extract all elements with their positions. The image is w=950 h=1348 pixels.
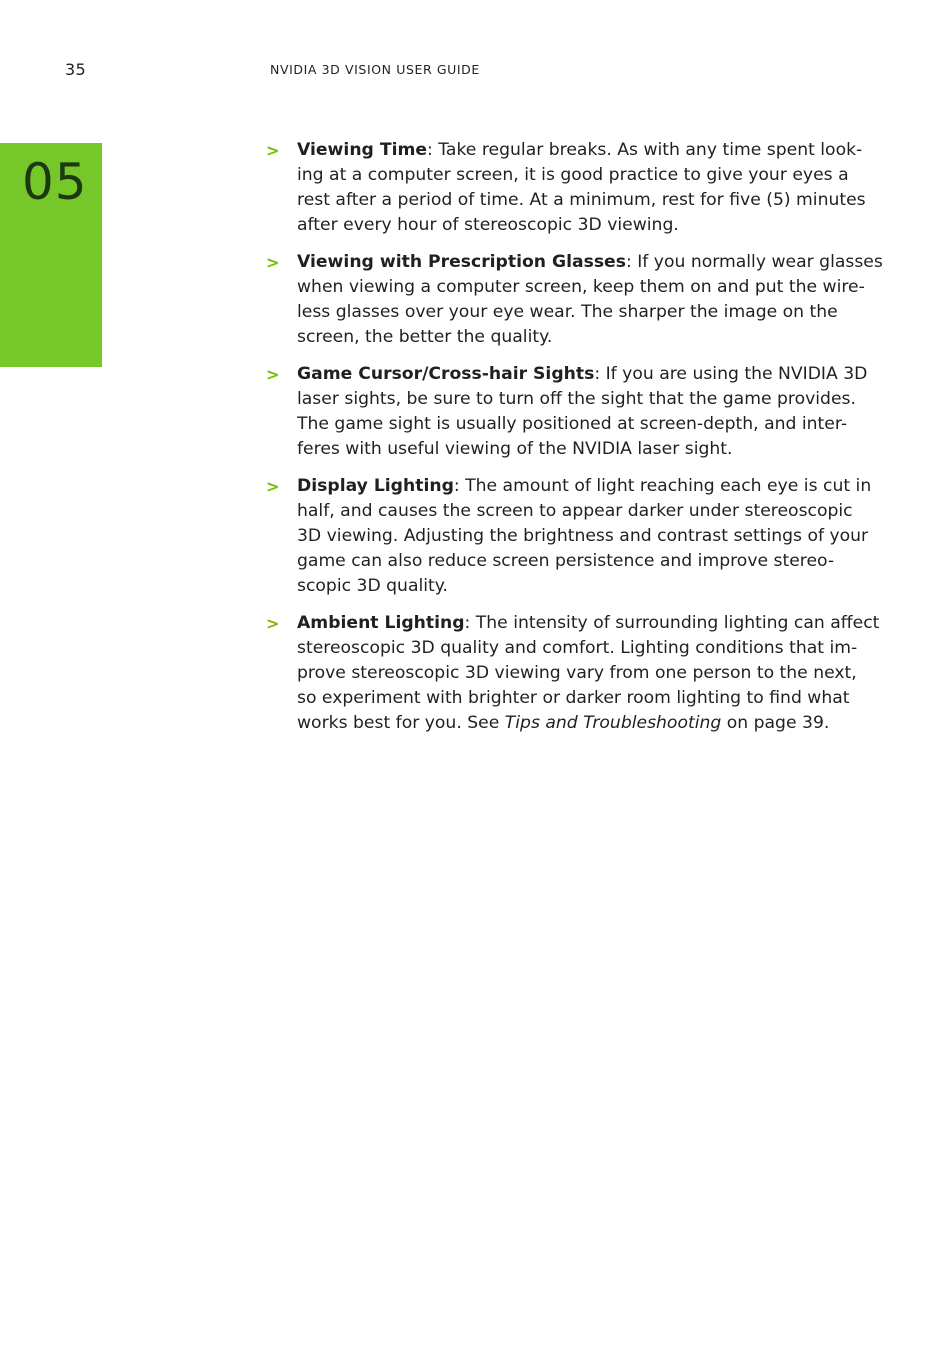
page-number: 35 — [65, 60, 86, 79]
item-text: on page 39. — [721, 713, 830, 733]
bullet-chevron-icon: > — [266, 365, 280, 384]
item-text: game can also reduce screen persistence and improve stereo- — [297, 551, 835, 571]
item-term: Ambient Lighting — [297, 613, 465, 633]
item-text: 3D viewing. Adjusting the brightness and contrast settings of your — [297, 526, 869, 546]
item-text: rest after a period of time. At a minimum, rest for five (5) minutes — [297, 190, 866, 210]
item-last-line — [297, 711, 896, 736]
item-text: less glasses over your eye wear. The sharper the image on the — [297, 302, 838, 322]
bullet-chevron-icon: > — [266, 253, 280, 272]
item-text: : If you normally wear glasses — [625, 252, 883, 272]
item-text: : Take regular breaks. As with any time spent look- — [427, 140, 863, 160]
list-item — [266, 611, 896, 736]
item-first-line — [297, 250, 896, 275]
item-text: : The intensity of surrounding lighting can affect — [464, 613, 880, 633]
item-text: feres with useful viewing of the NVIDIA laser sight. — [297, 439, 733, 459]
item-term: Display Lighting — [297, 476, 454, 496]
item-text: half, and causes the screen to appear darker under stereoscopic — [297, 501, 853, 521]
item-text: so experiment with brighter or darker room lighting to find what — [297, 688, 850, 708]
item-text: stereoscopic 3D quality and comfort. Lighting conditions that im- — [297, 638, 858, 658]
item-text: : The amount of light reaching each eye is cut in — [453, 476, 872, 496]
item-text: ing at a computer screen, it is good practice to give your eyes a — [297, 165, 849, 185]
cross-reference: Tips and Troubleshooting — [504, 713, 722, 733]
list-item — [266, 138, 896, 238]
bullet-chevron-icon: > — [266, 614, 280, 633]
item-text: after every hour of stereoscopic 3D viewing. — [297, 215, 679, 235]
bullet-chevron-icon: > — [266, 477, 280, 496]
list-item — [266, 474, 896, 599]
running-header: NVIDIA 3D VISION USER GUIDE — [270, 62, 480, 77]
item-text: The game sight is usually positioned at screen-depth, and inter- — [297, 414, 848, 434]
item-first-line — [297, 611, 896, 636]
list-item — [266, 362, 896, 462]
item-first-line — [297, 138, 896, 163]
item-text: prove stereoscopic 3D viewing vary from one person to the next, — [297, 663, 857, 683]
chapter-number: 05 — [22, 153, 88, 211]
item-text: screen, the better the quality. — [297, 327, 553, 347]
item-text: works best for you. See — [297, 713, 505, 733]
item-first-line — [297, 362, 896, 387]
item-first-line — [297, 474, 896, 499]
tips-list — [266, 138, 896, 748]
item-text: when viewing a computer screen, keep them on and put the wire- — [297, 277, 865, 297]
item-term: Viewing Time — [297, 140, 428, 160]
item-text: laser sights, be sure to turn off the sight that the game provides. — [297, 389, 856, 409]
bullet-chevron-icon: > — [266, 141, 280, 160]
item-term: Game Cursor/Cross-hair Sights — [297, 364, 595, 384]
item-term: Viewing with Prescription Glasses — [297, 252, 626, 272]
list-item — [266, 250, 896, 350]
item-text: scopic 3D quality. — [297, 576, 448, 596]
item-text: : If you are using the NVIDIA 3D — [594, 364, 868, 384]
